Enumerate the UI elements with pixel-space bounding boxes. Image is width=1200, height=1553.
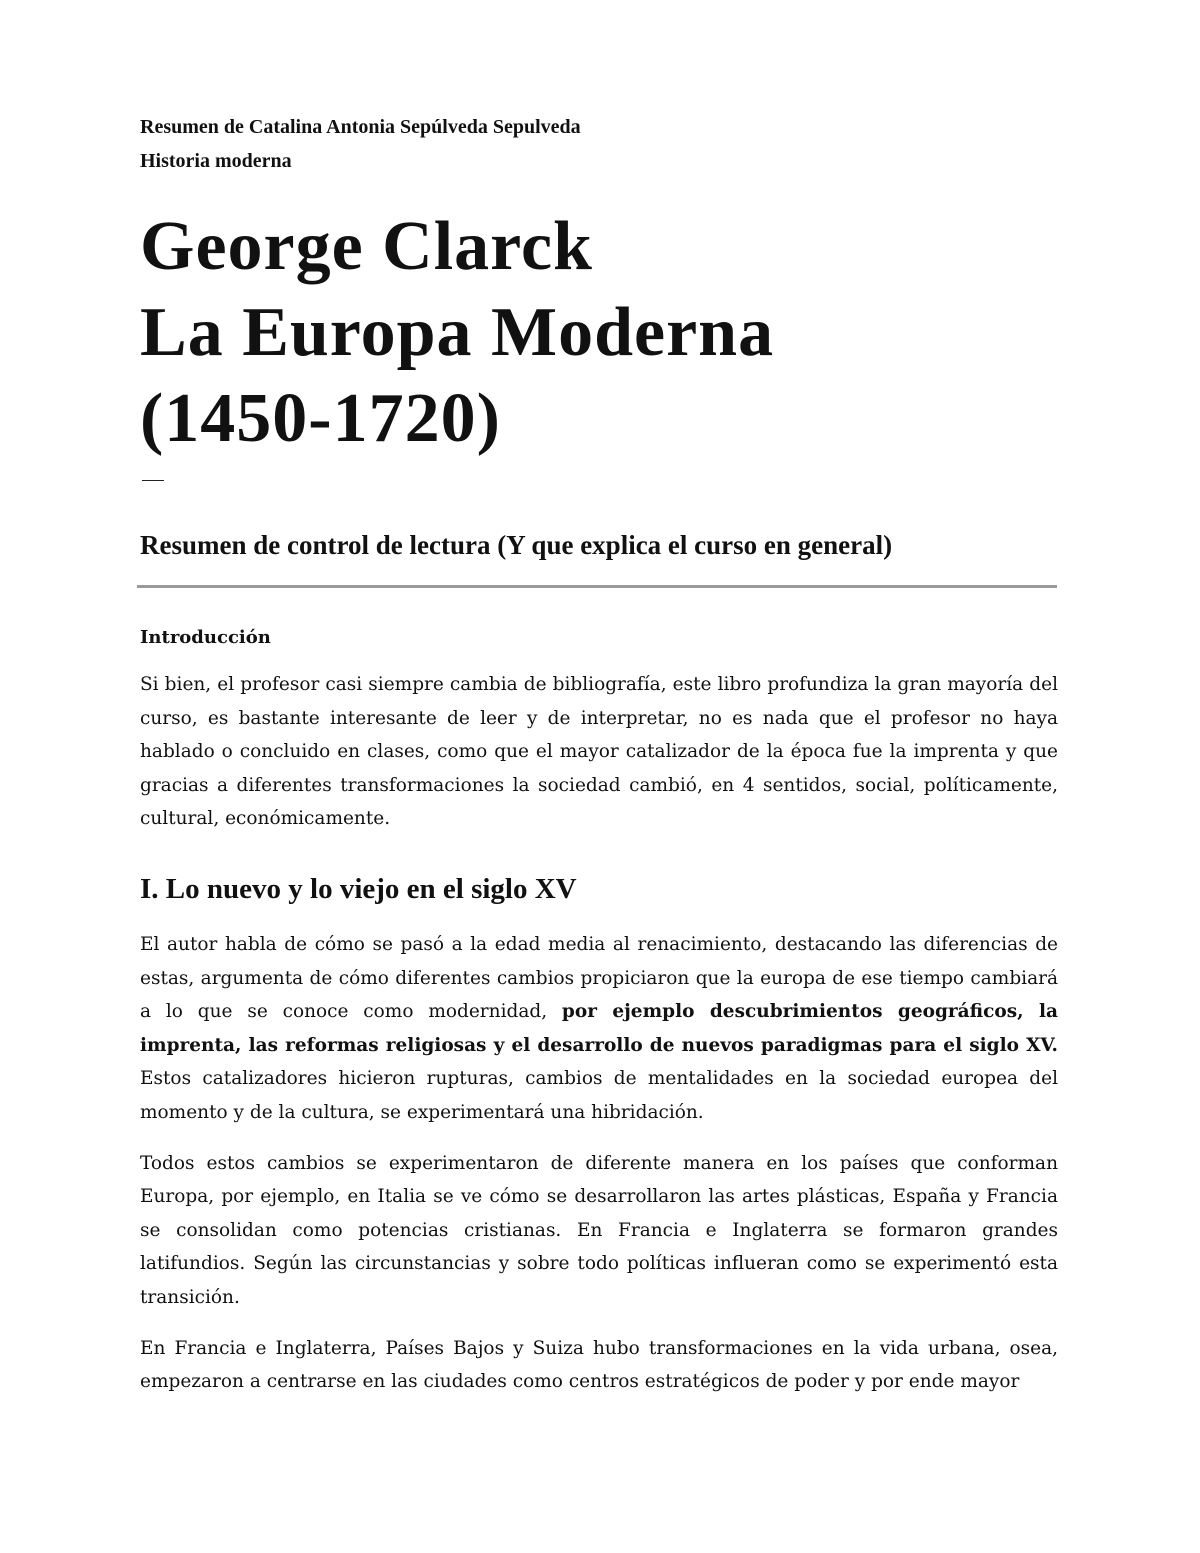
author-line: Resumen de Catalina Antonia Sepúlveda Sepulveda (140, 116, 581, 138)
title-line-years: (1450-1720) (140, 380, 501, 457)
paragraph-bold-text: por ejemplo descubrimientos geográficos, la imprenta, las reformas religiosas y el desarrollo de nuevos paradigmas para el siglo XV. (140, 1001, 1058, 1056)
horizontal-rule (137, 585, 1057, 588)
paragraph-text: Estos catalizadores hicieron rupturas, cambios de mentalidades en la sociedad europea del momento y de la cultura, se experimentará una hibridación. (140, 1068, 1058, 1123)
section-paragraph-1 (140, 928, 1058, 1130)
intro-heading: Introducción (140, 627, 271, 648)
document-title (140, 204, 1058, 462)
course-line: Historia moderna (140, 150, 292, 172)
intro-paragraph: Si bien, el profesor casi siempre cambia de bibliografía, este libro profundiza la gran mayoría del curso, es bastante interesante de leer y de interpretar, no es nada que el profesor no haya hablado o concluido en clases, como que el mayor catalizador de la época fue la imprenta y que gracias a diferentes transformaciones la sociedad cambió, en 4 sentidos, social, políticamente, cultural, económicamente. (140, 674, 1058, 830)
title-dash (142, 480, 164, 481)
title-line-author: George Clarck (140, 208, 593, 285)
paragraph-text: El autor habla de cómo se pasó a la edad media al renacimiento, destacando las diferencias de estas, argumenta de cómo diferentes cambios propiciaron que la europa de ese tiempo cambiará a lo que se conoce como modernidad, (140, 933, 1058, 1023)
title-line-book: La Europa Moderna (140, 294, 775, 371)
section-heading: I. Lo nuevo y lo viejo en el siglo XV (140, 872, 577, 905)
section-paragraph-2: Todos estos cambios se experimentaron de diferente manera en los países que conforman Europa, por ejemplo, en Italia se ve cómo se desarrollaron las artes plásticas, España y Francia se consolidan como potencias cristianas. En Francia e Inglaterra se formaron grandes latifundios. Según las circunstancias y sobre todo políticas influeran como se experimentó esta transición. (140, 1152, 1058, 1308)
section-paragraph-3: En Francia e Inglaterra, Países Bajos y Suiza hubo transformaciones en la vida urbana, osea, empezaron a centrarse en las ciudades como centros estratégicos de poder y por ende mayor (140, 1337, 1058, 1393)
document-subtitle: Resumen de control de lectura (Y que explica el curso en general) (140, 530, 893, 560)
document-page (140, 110, 1058, 1399)
